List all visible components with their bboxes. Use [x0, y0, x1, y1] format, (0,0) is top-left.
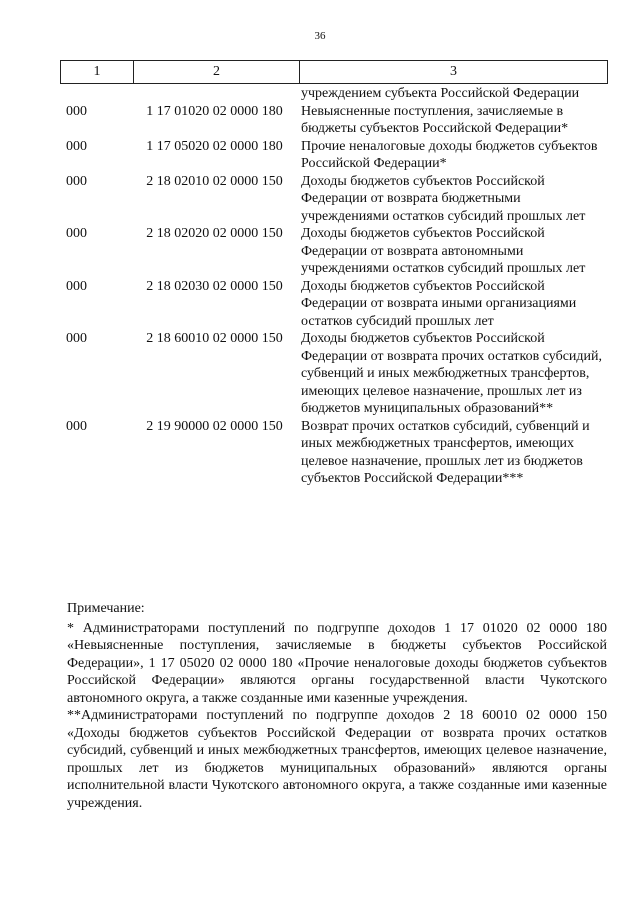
income-name: Доходы бюджетов субъектов Российской Федерации от возврата прочих остатков субсидий, субвенций и иных межбюджетных трансфертов, имеющих целевое назначение, прошлых лет из бюджетов муниципальных образований** [301, 331, 603, 416]
admin-code [60, 85, 132, 103]
admin-code: 000 [66, 331, 87, 346]
income-name: Возврат прочих остатков субсидий, субвенций и иных межбюджетных трансфертов, имеющих целевое назначение, прошлых лет из бюджетов субъектов Российской Федерации*** [301, 418, 590, 486]
table-row [60, 103, 608, 138]
admin-code: 000 [66, 103, 87, 119]
income-code: 1 17 01020 02 0000 180 [146, 103, 283, 119]
admin-code: 000 [66, 278, 87, 294]
income-code: 2 18 02030 02 0000 150 [146, 278, 283, 294]
admin-code: 000 [66, 226, 87, 241]
income-name: Доходы бюджетов субъектов Российской Федерации от возврата автономными учреждениями остатков субсидий прошлых лет [301, 226, 586, 276]
income-name: Невыясненные поступления, зачисляемые в бюджеты субъектов Российской Федерации* [301, 103, 569, 136]
income-name: Прочие неналоговые доходы бюджетов субъектов Российской Федерации* [301, 138, 598, 171]
table-row [60, 225, 608, 278]
admin-code: 000 [66, 138, 87, 154]
income-name: Доходы бюджетов субъектов Российской Федерации от возврата иными организациями остатков субсидий прошлых лет [301, 278, 577, 329]
admin-code: 000 [66, 173, 87, 189]
table-row [60, 173, 608, 226]
admin-code: 000 [66, 418, 87, 434]
income-code: 1 17 05020 02 0000 180 [146, 138, 283, 154]
note-paragraph-2: **Администраторами поступлений по подгруппе доходов 2 18 60010 02 0000 150 «Доходы бюджетов субъектов Российской Федерации от возврата прочих остатков субсидий, субвенций и иных межбюджетных трансфертов, имеющих целевое назначение, прошлых лет из бюджетов муниципальных образований» являются органы исполнительной власти Чукотского автономного округа, а также созданные ими казенные учреждения. [67, 708, 607, 811]
note-paragraph-1: * Администраторами поступлений по подгруппе доходов 1 17 01020 02 0000 180 «Невыясненные поступления, зачисляемые в бюджеты субъектов Российской Федерации», 1 17 05020 02 0000 180 «Прочие неналоговые доходы бюджетов субъектов Российской Федерации» являются органы государственной власти Чукотского автономного округа, а также созданные ими казенные учреждения. [67, 620, 607, 706]
table-row [60, 138, 608, 173]
header-col-3: 3 [450, 64, 457, 79]
table-row [60, 278, 608, 331]
table-body [60, 85, 608, 488]
note-section [67, 600, 607, 812]
income-code: 2 18 02020 02 0000 150 [146, 226, 283, 241]
table-row [60, 418, 608, 488]
income-name: учреждением субъекта Российской Федерации [301, 86, 580, 101]
income-code: 2 18 60010 02 0000 150 [146, 331, 283, 346]
income-name: Доходы бюджетов субъектов Российской Федерации от возврата бюджетными учреждениями остатков субсидий прошлых лет [301, 173, 586, 224]
header-col-1: 1 [61, 61, 134, 83]
page-number: 36 [314, 30, 326, 42]
income-code: 2 19 90000 02 0000 150 [146, 418, 283, 434]
table-row [60, 330, 608, 418]
table-header [60, 60, 608, 84]
header-col-2: 2 [134, 61, 300, 83]
income-code: 2 18 02010 02 0000 150 [146, 173, 283, 189]
note-title: Примечание: [67, 601, 145, 616]
income-code [132, 85, 297, 103]
table-row [60, 85, 608, 103]
